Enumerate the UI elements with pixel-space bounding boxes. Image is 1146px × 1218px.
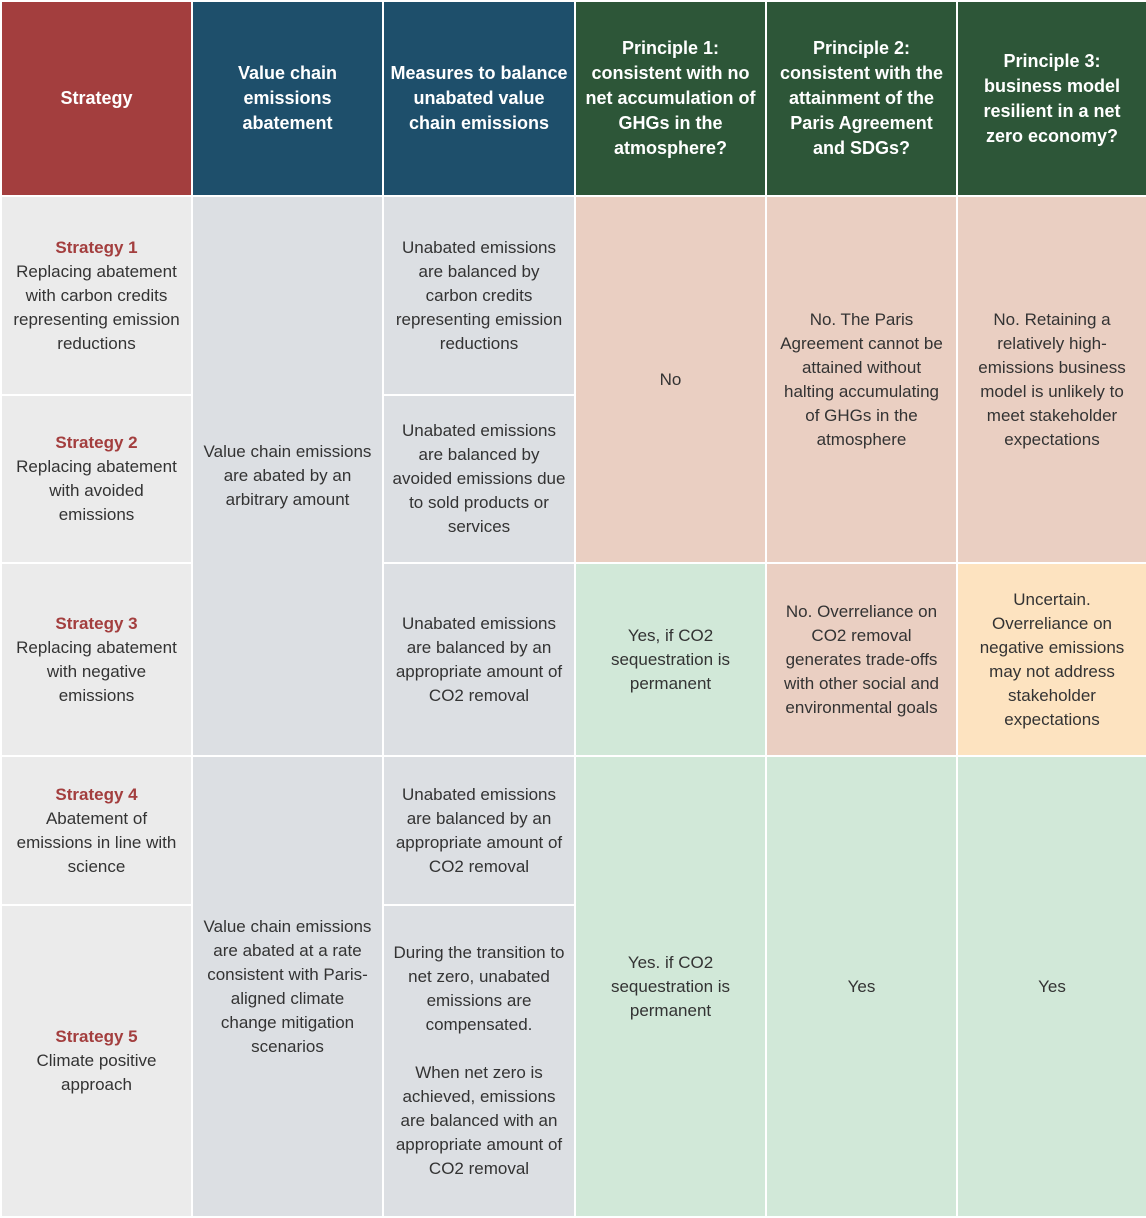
- strategy-name: Strategy 2: [55, 433, 138, 452]
- balance-cell-5: [383, 905, 575, 1217]
- abatement-text: Value chain emissions are abated at a rate consistent with Paris-aligned climate change mitigation scenarios: [203, 916, 372, 1056]
- header-principle-2: Principle 2: consistent with the attainment of the Paris Agreement and SDGs?: [766, 1, 957, 196]
- strategy-name: Strategy 3: [55, 613, 138, 633]
- balance-text: Unabated emissions are balanced by avoided emissions due to sold products or services: [392, 421, 566, 536]
- balance-cell-4: [383, 756, 575, 905]
- strategy-cell-5: [1, 905, 192, 1217]
- balance-text-net-zero: When net zero is achieved, emissions are balanced with an appropriate amount of CO2 removal: [395, 1063, 563, 1178]
- balance-text: Unabated emissions are balanced by an appropriate amount of CO2 removal: [395, 784, 563, 876]
- principle-1-cell-strategies-1-2: [575, 196, 766, 563]
- rating-text: No. The Paris Agreement cannot be attained without halting accumulating of GHGs in the atmosphere: [780, 309, 943, 449]
- rating-text: No: [659, 369, 682, 389]
- strategy-name: Strategy 1: [55, 237, 138, 257]
- principle-2-cell-strategy-3: [766, 563, 957, 756]
- strategy-description: Replacing abatement with avoided emissions: [16, 457, 177, 524]
- balance-text: Unabated emissions are balanced by an appropriate amount of CO2 removal: [395, 613, 563, 705]
- strategy-description: Climate positive approach: [36, 1051, 157, 1094]
- balance-text-transition: During the transition to net zero, unabated emissions are compensated.: [393, 943, 565, 1034]
- principle-1-cell-strategies-4-5: [575, 756, 766, 1217]
- rating-text: No. Retaining a relatively high-emissions business model is unlikely to meet stakeholder expectations: [978, 309, 1126, 449]
- abatement-text: Value chain emissions are abated by an arbitrary amount: [203, 442, 372, 509]
- strategy-row-1: [1, 196, 1146, 395]
- header-strategy: Strategy: [1, 1, 192, 196]
- strategy-name: Strategy 5: [55, 1027, 138, 1046]
- strategy-name: Strategy 4: [55, 784, 138, 804]
- abatement-paris-aligned-cell: [192, 756, 383, 1217]
- strategy-row-3: [1, 563, 1146, 756]
- strategy-cell-4: [1, 756, 192, 905]
- rating-text: Uncertain. Overreliance on negative emissions may not address stakeholder expectations: [979, 589, 1125, 729]
- strategy-cell-1: [1, 196, 192, 395]
- balance-cell-1: [383, 196, 575, 395]
- balance-cell-3: [383, 563, 575, 756]
- balance-text: Unabated emissions are balanced by carbon credits representing emission reductions: [395, 237, 563, 353]
- strategy-cell-3: [1, 563, 192, 756]
- strategy-description: Replacing abatement with carbon credits representing emission reductions: [13, 261, 180, 353]
- strategy-row-4: [1, 756, 1146, 905]
- header-row: [1, 1, 1146, 196]
- header-principle-3: Principle 3: business model resilient in a net zero economy?: [957, 1, 1146, 196]
- principle-1-cell-strategy-3: [575, 563, 766, 756]
- strategy-description: Abatement of emissions in line with science: [16, 808, 177, 876]
- abatement-arbitrary-cell: [192, 196, 383, 756]
- strategy-cell-2: [1, 395, 192, 563]
- rating-text: No. Overreliance on CO2 removal generates trade-offs with other social and environmental goals: [784, 601, 939, 717]
- rating-text: Yes, if CO2 sequestration is permanent: [610, 625, 731, 693]
- principle-2-cell-strategies-4-5: [766, 756, 957, 1217]
- rating-text: Yes: [1038, 976, 1066, 996]
- principle-3-cell-strategies-1-2: [957, 196, 1146, 563]
- balance-cell-2: [383, 395, 575, 563]
- rating-text: Yes. if CO2 sequestration is permanent: [610, 952, 731, 1020]
- rating-text: Yes: [847, 976, 876, 996]
- header-abatement: Value chain emissions abatement: [192, 1, 383, 196]
- header-principle-1: Principle 1: consistent with no net accumulation of GHGs in the atmosphere?: [575, 1, 766, 196]
- principle-3-cell-strategies-4-5: [957, 756, 1146, 1217]
- principle-2-cell-strategies-1-2: [766, 196, 957, 563]
- header-balance: Measures to balance unabated value chain emissions: [383, 1, 575, 196]
- principle-3-cell-strategy-3: [957, 563, 1146, 756]
- strategy-description: Replacing abatement with negative emissions: [16, 637, 177, 705]
